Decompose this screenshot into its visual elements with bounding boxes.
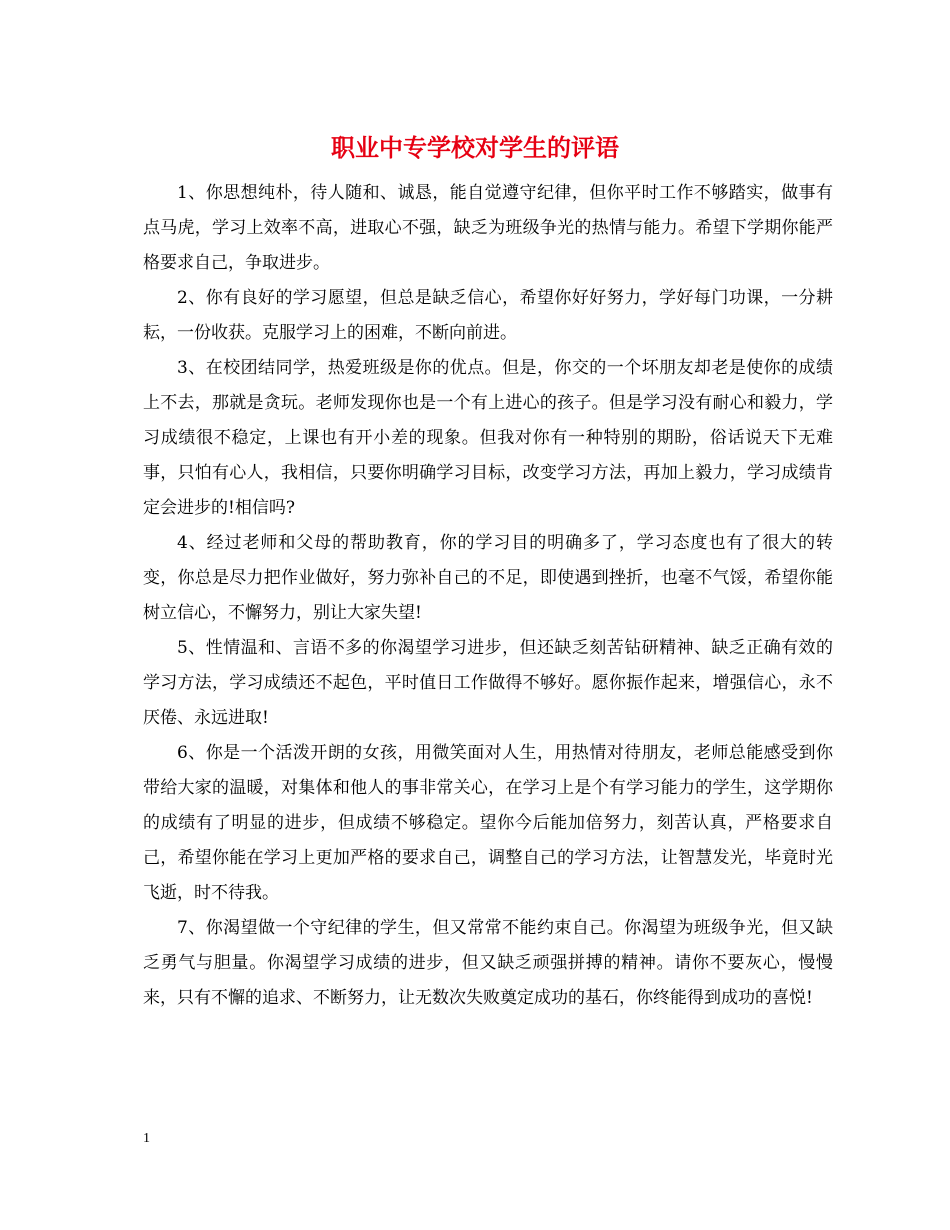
comment-paragraph-6: 6、你是一个活泼开朗的女孩，用微笑面对人生，用热情对待朋友，老师总能感受到你带给大家的温暖，对集体和他人的事非常关心，在学习上是个有学习能力的学生，这学期你的成绩有了明显的进步，但成绩不够稳定。望你今后能加倍努力，刻苦认真，严格要求自己，希望你能在学习上更加严格的要求自己，调整自己的学习方法，让智慧发光，毕竟时光飞逝，时不待我。 bbox=[143, 743, 833, 903]
document-body bbox=[143, 176, 833, 1016]
comment-paragraph-2: 2、你有良好的学习愿望，但总是缺乏信心，希望你好好努力，学好每门功课，一分耕耘，一份收获。克服学习上的困难，不断向前进。 bbox=[143, 288, 833, 343]
comment-paragraph-4: 4、经过老师和父母的帮助教育，你的学习目的明确多了，学习态度也有了很大的转变，你总是尽力把作业做好，努力弥补自己的不足，即使遇到挫折，也毫不气馁，希望你能树立信心，不懈努力，别让大家失望! bbox=[143, 533, 833, 623]
comment-paragraph-7: 7、你渴望做一个守纪律的学生，但又常常不能约束自己。你渴望为班级争光，但又缺乏勇气与胆量。你渴望学习成绩的进步，但又缺乏顽强拼搏的精神。请你不要灰心，慢慢来，只有不懈的追求、不断努力，让无数次失败奠定成功的基石，你终能得到成功的喜悦! bbox=[143, 918, 833, 1008]
comment-paragraph-5: 5、性情温和、言语不多的你渴望学习进步，但还缺乏刻苦钻研精神、缺乏正确有效的学习方法，学习成绩还不起色，平时值日工作做得不够好。愿你振作起来，增强信心，永不厌倦、永远进取! bbox=[143, 638, 833, 728]
comment-paragraph-3: 3、在校团结同学，热爱班级是你的优点。但是，你交的一个坏朋友却老是使你的成绩上不去，那就是贪玩。老师发现你也是一个有上进心的孩子。但是学习没有耐心和毅力，学习成绩很不稳定，上课也有开小差的现象。但我对你有一种特别的期盼，俗话说天下无难事，只怕有心人，我相信，只要你明确学习目标，改变学习方法，再加上毅力，学习成绩肯定会进步的!相信吗? bbox=[143, 358, 833, 518]
page-number: 1 bbox=[143, 1131, 150, 1146]
page-title: 职业中专学校对学生的评语 bbox=[331, 133, 619, 162]
comment-paragraph-1: 1、你思想纯朴，待人随和、诚恳，能自觉遵守纪律，但你平时工作不够踏实，做事有点马虎，学习上效率不高，进取心不强，缺乏为班级争光的热情与能力。希望下学期你能严格要求自己，争取进步。 bbox=[143, 183, 833, 273]
